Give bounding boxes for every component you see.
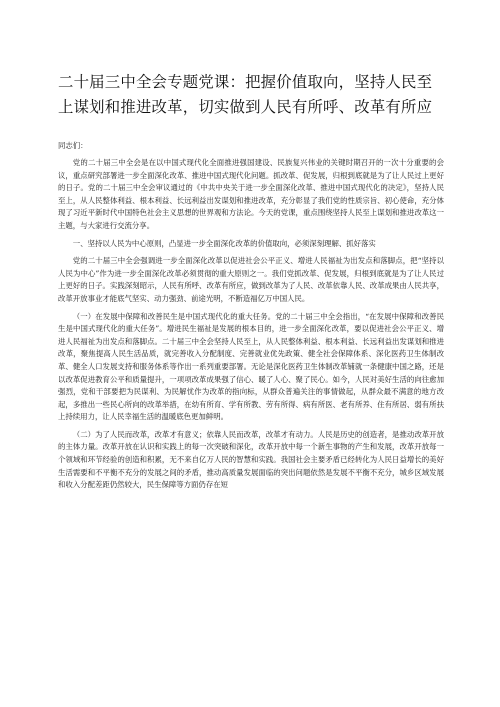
paragraph-subsection-1: （一）在发展中保障和改善民生是中国式现代化的重大任务。党的二十届三中全会指出，“在发展中保障和改善民生是中国式现代化的重大任务”。增进民生福祉是发展的根本目的，进一步全面深化改革，要以促进社会公平正义、增进人民福祉为出发点和落脚点。二十届三中全会坚持人民至上，从人民整体利益、根本利益、长远利益出发谋划和推进改革，聚焦提高人民生活品质，就完善收入分配制度、完善就业优先政策、健全社会保障体系、深化医药卫生体制改革、健全人口发展支持和服务体系等作出一系列重要部署。无论是深化医药卫生体制改革铺就一条健康中国之路，还是以改革促进教育公平和质量提升，一项项改革成果强了信心、暖了人心、聚了民心。如今，人民对美好生活的向往愈加强烈，党和干部要把为民谋利、为民解忧作为改革的指向标，从群众普遍关注的事情做起，从群众最不满意的地方改起，多推出一些民心所向的改革举措，在幼有所育、学有所教、劳有所得、病有所医、老有所养、住有所居、弱有所扶上持续用力，让人民幸福生活的温暖底色更加鲜明。 — [58, 311, 444, 422]
document-title: 二十届三中全会专题党课：把握价值取向，坚持人民至上谋划和推进改革，切实做到人民有所呼、改革有所应 — [58, 73, 433, 116]
paragraph-section-1: 党的二十届三中全会强调进一步全面深化改革以促进社会公平正义、增进人民福祉为出发点和落脚点，把“坚持以人民为中心”作为进一步全面深化改革必须贯彻的重大原则之一。我们党抓改革、促发展，归根到底就是为了让人民过上更好的日子。实践深刻昭示，人民有所呼、改革有所应，做到改革为了人民、改革依靠人民、改革成果由人民共享，改革开放事业才能底气坚实、动力强劲、前途光明，不断造福亿万中国人民。 — [58, 256, 444, 303]
paragraph-subsection-2: （二）为了人民而改革，改革才有意义；依靠人民而改革，改革才有动力。人民是历史的创造者，是推动改革开放的主体力量。改革开放在认识和实践上的每一次突破和深化，改革开放中每一个新生事物的产生和发展，改革开放每一个领域和环节经验的创造和积累，无不来自亿万人民的智慧和实践。我国社会主要矛盾已经转化为人民日益增长的美好生活需要和不平衡不充分的发展之间的矛盾，推动高质量发展面临的突出问题依然是发展不平衡不充分，城乡区域发展和收入分配差距仍然较大，民生保障等方面仍存在短 — [58, 429, 444, 490]
paragraph-intro: 党的二十届三中全会是在以中国式现代化全面推进强国建设、民族复兴伟业的关键时期召开的一次十分重要的会议，重点研究部署进一步全面深化改革、推进中国式现代化问题。抓改革、促发展，归根到底就是为了让人民过上更好的日子。党的二十届三中全会审议通过的《中共中央关于进一步全面深化改革、推进中国式现代化的决定》，坚持人民至上，从人民整体利益、根本利益、长远利益出发谋划和推进改革，充分彰显了我们党的性质宗旨、初心使命，充分体现了习近平新时代中国特色社会主义思想的世界观和方法论。今天的党课，重点围绕坚持人民至上谋划和推进改革这一主题，与大家进行交流分享。 — [58, 158, 444, 230]
greeting: 同志们： — [58, 141, 88, 150]
section-heading-1: 一、坚持以人民为中心原则，凸显进一步全面深化改革的价值取向，必须深刻理解、抓好落实 — [72, 238, 376, 248]
